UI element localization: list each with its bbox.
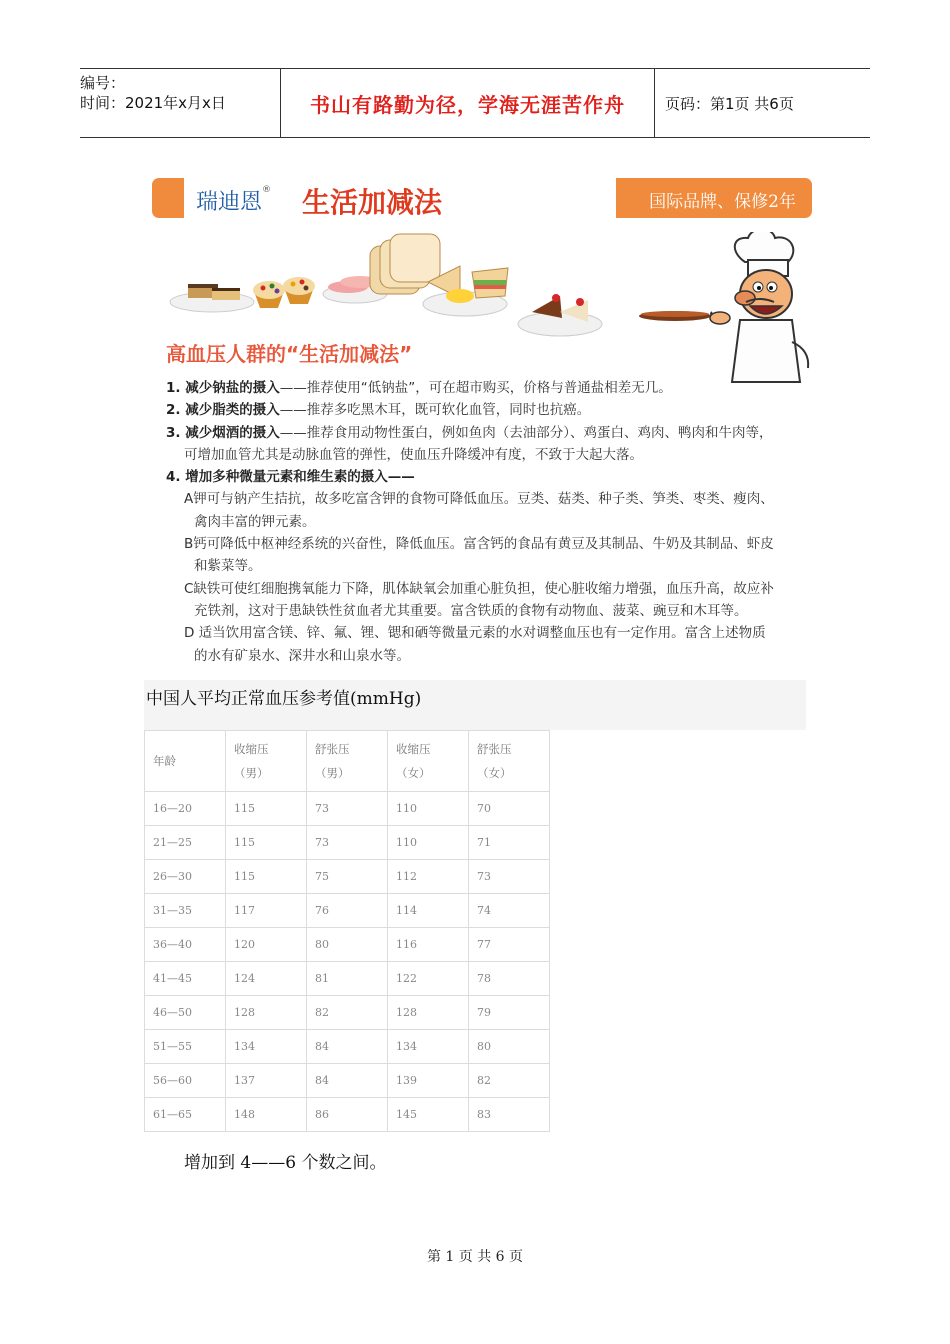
table-cell: 77 (469, 928, 550, 962)
bp-table-body (145, 731, 550, 1132)
header-sublabel: （男） (315, 766, 350, 780)
tip-line (166, 578, 816, 600)
tip-heading: 1. 减少钠盐的摄入 (166, 380, 280, 396)
tip-line (166, 533, 816, 555)
table-cell: 75 (307, 860, 388, 894)
page-footer: 第 1 页 共 6 页 (426, 1249, 524, 1265)
table-cell: 31—35 (145, 894, 226, 928)
table-cell: 26—30 (145, 860, 226, 894)
tip-line (166, 444, 816, 466)
tip-line (166, 622, 816, 644)
table-cell: 128 (388, 996, 469, 1030)
table-cell: 36—40 (145, 928, 226, 962)
table-row (145, 860, 550, 894)
table-cell: 73 (469, 860, 550, 894)
tip-heading: 2. 减少脂类的摄入 (166, 402, 280, 419)
table-cell: 134 (226, 1030, 307, 1064)
table-header-cell (226, 731, 307, 792)
table-cell: 134 (388, 1030, 469, 1064)
table-cell: 56—60 (145, 1064, 226, 1098)
table-row (145, 962, 550, 996)
table-cell: 80 (469, 1030, 550, 1064)
table-row (145, 792, 550, 826)
table-cell: 137 (226, 1064, 307, 1098)
document-time: 时间：2021年x月x日 (80, 94, 226, 112)
cake-plate-icon (170, 284, 254, 312)
table-header-cell (469, 731, 550, 792)
table-header-cell (307, 731, 388, 792)
table-cell: 115 (226, 826, 307, 860)
brand-text: 瑞迪恩 (196, 190, 263, 215)
table-cell: 117 (226, 894, 307, 928)
table-cell: 128 (226, 996, 307, 1030)
table-cell: 70 (469, 792, 550, 826)
table-row (145, 894, 550, 928)
table-cell: 82 (469, 1064, 550, 1098)
table-row (145, 1030, 550, 1064)
table-cell: 61—65 (145, 1098, 226, 1132)
tip-text: ——推荐使用“低钠盐”，可在超市购买，价格与普通盐相差无几。 (279, 380, 672, 396)
table-header-row (145, 731, 550, 792)
header-meta-cell (80, 69, 281, 137)
note-text: 增加到 4——6 个数之间。 (184, 1153, 387, 1173)
tip-text: ——推荐食用动物性蛋白，例如鱼肉（去油部分）、鸡蛋白、鸡肉、鸭肉和牛肉等， (279, 424, 773, 441)
table-cell: 74 (469, 894, 550, 928)
tip-line (166, 511, 816, 533)
banner-slogan: 生活加减法 (302, 186, 443, 219)
table-cell: 122 (388, 962, 469, 996)
header-label: 舒张压 (477, 742, 512, 756)
table-cell: 110 (388, 792, 469, 826)
table-cell: 124 (226, 962, 307, 996)
table-cell: 116 (388, 928, 469, 962)
table-cell: 78 (469, 962, 550, 996)
registered-mark: ® (262, 185, 272, 195)
tip-line (166, 377, 816, 399)
hypertension-tips (166, 338, 816, 667)
table-cell: 80 (307, 928, 388, 962)
table-cell: 114 (388, 894, 469, 928)
table-cell: 110 (388, 826, 469, 860)
table-row (145, 1064, 550, 1098)
table-cell: 51—55 (145, 1030, 226, 1064)
table-cell: 84 (307, 1064, 388, 1098)
table-row (145, 928, 550, 962)
dessert-icon (518, 294, 602, 336)
document-number: 编号： (80, 74, 126, 92)
brand-name (196, 185, 271, 216)
tip-text: 可增加血管尤其是动脉血管的弹性，使血压升降缓冲有度，不致于大起大落。 (184, 446, 643, 463)
tip-line (166, 422, 816, 444)
tip-text: 充铁剂，这对于患缺铁性贫血者尤其重要。富含铁质的食物有动物血、菠菜、豌豆和木耳等。 (194, 602, 748, 619)
table-cell: 81 (307, 962, 388, 996)
header-motto: 书山有路勤为径，学海无涯苦作舟 (281, 69, 655, 137)
header-sublabel: （女） (477, 766, 512, 780)
table-row (145, 996, 550, 1030)
tip-heading: 4. 增加多种微量元素和维生素的摄入—— (166, 469, 415, 486)
bp-reference-table (144, 730, 550, 1132)
table-cell: 76 (307, 894, 388, 928)
table-cell: 46—50 (145, 996, 226, 1030)
tip-text: ——推荐多吃黑木耳，既可软化血管，同时也抗癌。 (279, 402, 591, 419)
tip-heading: 3. 减少烟酒的摄入 (166, 424, 280, 441)
header-sublabel: （女） (396, 766, 431, 780)
tip-text: 和紫菜等。 (194, 558, 262, 575)
table-header-cell (388, 731, 469, 792)
table-cell: 115 (226, 860, 307, 894)
table-cell: 145 (388, 1098, 469, 1132)
table-row (145, 826, 550, 860)
tip-text: 的水有矿泉水、深井水和山泉水等。 (194, 647, 410, 664)
table-row (145, 1098, 550, 1132)
tip-text: C缺铁可使红细胞携氧能力下降，肌体缺氧会加重心脏负担，使心脏收缩力增强，血压升高，故应补 (184, 580, 774, 597)
tip-text: D 适当饮用富含镁、锌、氟、锂、锶和硒等微量元素的水对调整血压也有一定作用。富含上述物质 (184, 625, 766, 642)
pizza-icon (639, 311, 711, 321)
tip-line (166, 466, 816, 488)
document-header (80, 68, 870, 138)
table-cell: 41—45 (145, 962, 226, 996)
banner-right-text: 国际品牌、保修2年 (649, 192, 796, 212)
table-cell: 82 (307, 996, 388, 1030)
table-cell: 21—25 (145, 826, 226, 860)
bp-table-title: 中国人平均正常血压参考值(mmHg) (144, 680, 806, 730)
bread-icon (370, 234, 440, 294)
table-cell: 73 (307, 792, 388, 826)
tip-text: 禽肉丰富的钾元素。 (194, 513, 316, 530)
brand-banner (152, 178, 812, 218)
table-cell: 83 (469, 1098, 550, 1132)
tip-line (166, 645, 816, 667)
tip-line (166, 600, 816, 622)
tip-text: B钙可降低中枢神经系统的兴奋性，降低血压。富含钙的食品有黄豆及其制品、牛奶及其制品、虾皮 (184, 536, 774, 553)
table-cell: 84 (307, 1030, 388, 1064)
tips-title: 高血压人群的“生活加减法” (166, 342, 413, 366)
tip-line (166, 399, 816, 421)
table-cell: 112 (388, 860, 469, 894)
table-cell: 79 (469, 996, 550, 1030)
table-cell: 115 (226, 792, 307, 826)
table-cell: 86 (307, 1098, 388, 1132)
header-sublabel: （男） (234, 766, 269, 780)
table-cell: 148 (226, 1098, 307, 1132)
tip-line (166, 555, 816, 577)
tip-line (166, 488, 816, 510)
header-label: 收缩压 (396, 742, 431, 756)
table-cell: 16—20 (145, 792, 226, 826)
header-label: 舒张压 (315, 742, 350, 756)
table-header-cell (145, 731, 226, 792)
header-page-label: 页码：第1页 共6页 (665, 94, 794, 113)
table-cell: 139 (388, 1064, 469, 1098)
table-cell: 120 (226, 928, 307, 962)
tip-text: A钾可与钠产生拮抗，故多吃富含钾的食物可降低血压。豆类、菇类、种子类、笋类、枣类、瘦肉、 (184, 491, 774, 508)
header-label: 年龄 (153, 754, 176, 768)
table-cell: 71 (469, 826, 550, 860)
muffin-icon (253, 277, 315, 308)
table-cell: 73 (307, 826, 388, 860)
header-label: 收缩压 (234, 742, 269, 756)
